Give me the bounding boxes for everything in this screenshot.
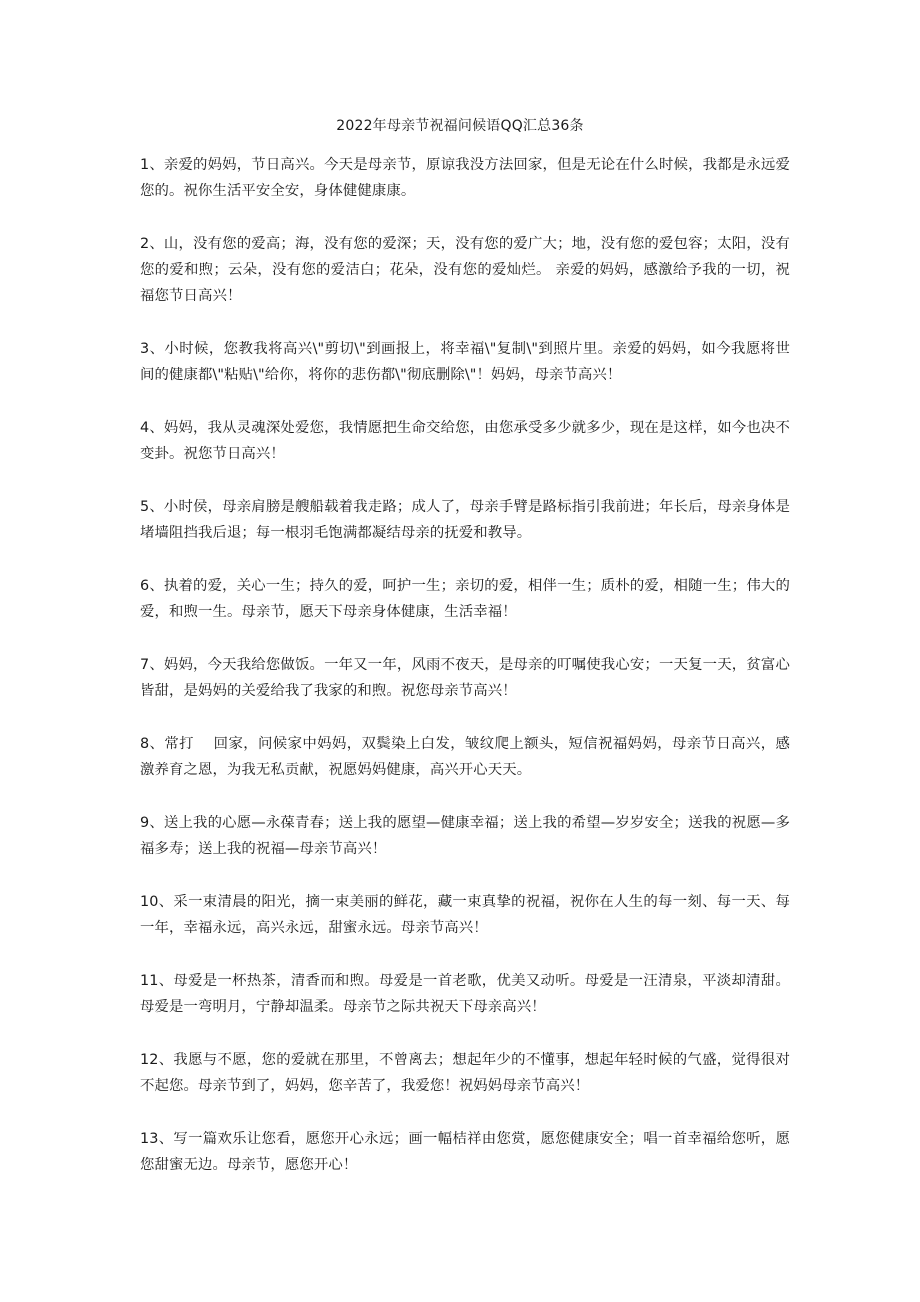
list-item: 11、母爱是一杯热茶，清香而和煦。母爱是一首老歌，优美又动听。母爱是一汪清泉，平淡却清甜。母爱是一弯明月，宁静却温柔。母亲节之际共祝天下母亲高兴！ (140, 973, 790, 1015)
list-item: 6、执着的爱，关心一生；持久的爱，呵护一生；亲切的爱，相伴一生；质朴的爱，相随一生；伟大的爱，和煦一生。母亲节，愿天下母亲身体健康，生活幸福！ (140, 578, 790, 620)
list-item: 13、写一篇欢乐让您看，愿您开心永远；画一幅桔祥由您赏，愿您健康安全；唱一首幸福给您听，愿您甜蜜无边。母亲节，愿您开心！ (140, 1131, 790, 1173)
list-item: 2、山，没有您的爱高；海，没有您的爱深；天，没有您的爱广大；地，没有您的爱包容；太阳，没有您的爱和煦；云朵，没有您的爱洁白；花朵，没有您的爱灿烂。 亲爱的妈妈，感激给予我的一切，祝福您节日高兴！ (140, 236, 790, 304)
list-item: 1、亲爱的妈妈，节日高兴。今天是母亲节，原谅我没方法回家，但是无论在什么时候，我都是永远爱您的。祝你生活平安全安，身体健健康康。 (140, 157, 790, 199)
greetings-list (140, 152, 790, 1205)
list-item: 7、妈妈，今天我给您做饭。一年又一年，风雨不夜天，是母亲的叮嘱使我心安；一天复一天，贫富心皆甜，是妈妈的关爱给我了我家的和煦。祝您母亲节高兴！ (140, 657, 790, 699)
list-item: 9、送上我的心愿—永葆青春；送上我的愿望—健康幸福；送上我的希望—岁岁安全；送我的祝愿—多福多寿；送上我的祝福—母亲节高兴！ (140, 815, 790, 857)
document-title: 2022年母亲节祝福问候语QQ汇总36条 (336, 118, 584, 134)
list-item: 3、小时候，您教我将高兴\"剪切\"到画报上，将幸福\"复制\"到照片里。亲爱的妈妈，如今我愿将世间的健康都\"粘贴\"给你，将你的悲伤都\"彻底删除\"！妈妈，母亲节高兴！ (140, 341, 790, 383)
list-item: 10、采一束清晨的阳光，摘一束美丽的鲜花，藏一束真挚的祝福，祝你在人生的每一刻、每一天、每一年，幸福永远，高兴永远，甜蜜永远。母亲节高兴！ (140, 894, 790, 936)
list-item: 8、常打 回家，问候家中妈妈，双鬓染上白发，皱纹爬上额头，短信祝福妈妈，母亲节日高兴，感激养育之恩，为我无私贡献，祝愿妈妈健康，高兴开心天天。 (140, 736, 790, 778)
list-item: 5、小时侯，母亲肩膀是艘船载着我走路；成人了，母亲手臂是路标指引我前进；年长后，母亲身体是堵墙阻挡我后退；每一根羽毛饱满都凝结母亲的抚爱和教导。 (140, 499, 790, 541)
list-item: 12、我愿与不愿，您的爱就在那里，不曾离去；想起年少的不懂事，想起年轻时候的气盛，觉得很对不起您。母亲节到了，妈妈，您辛苦了，我爱您！祝妈妈母亲节高兴！ (140, 1052, 790, 1094)
list-item: 4、妈妈，我从灵魂深处爱您，我情愿把生命交给您，由您承受多少就多少，现在是这样，如今也决不变卦。祝您节日高兴！ (140, 420, 790, 462)
